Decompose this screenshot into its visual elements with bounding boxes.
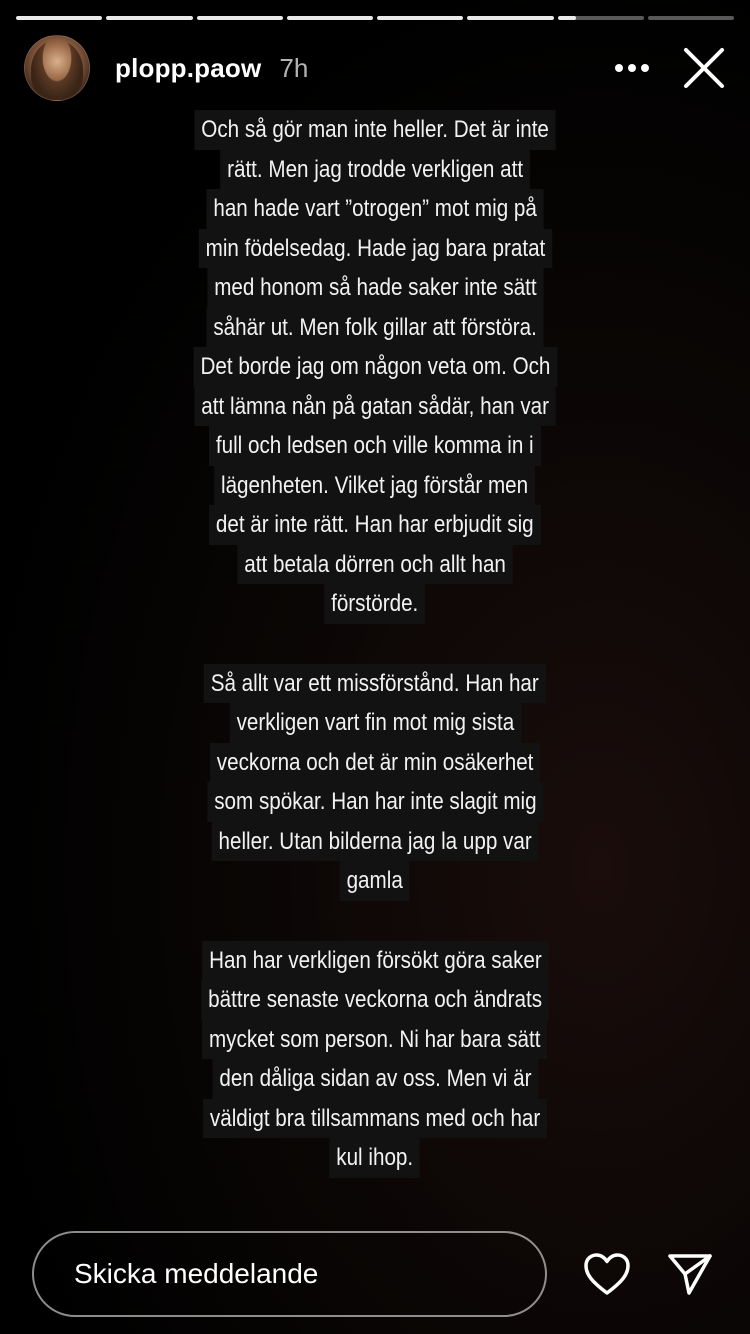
text-line: min födelsedag. Hade jag bara pratat — [198, 229, 551, 269]
progress-segment — [648, 16, 734, 20]
text-line: verkligen vart fin mot mig sista — [229, 703, 520, 743]
text-line: lägenheten. Vilket jag förstår men — [215, 466, 536, 506]
send-icon — [667, 1252, 713, 1296]
text-line: rätt. Men jag trodde verkligen att — [220, 150, 530, 190]
username[interactable]: plopp.paow — [115, 52, 262, 83]
progress-segment — [197, 16, 283, 20]
progress-segment — [106, 16, 192, 20]
text-line: gamla — [340, 861, 410, 901]
text-line: veckorna och det är min osäkerhet — [210, 743, 540, 783]
text-paragraph — [0, 941, 750, 1178]
story-footer — [32, 1230, 720, 1318]
text-line: att lämna nån på gatan sådär, han var — [194, 387, 555, 427]
text-line: han hade vart ”otrogen” mot mig på — [206, 189, 543, 229]
text-line: som spökar. Han har inte slagit mig — [207, 782, 543, 822]
progress-segment — [16, 16, 102, 20]
text-line: Han har verkligen försökt göra saker — [202, 941, 548, 981]
progress-segment — [558, 16, 644, 20]
progress-segment — [377, 16, 463, 20]
more-horizontal-icon — [614, 63, 650, 73]
text-paragraph — [0, 664, 750, 901]
close-icon — [683, 47, 725, 89]
text-line: heller. Utan bilderna jag la upp var — [211, 822, 538, 862]
message-input[interactable] — [32, 1231, 547, 1317]
text-line: med honom så hade saker inte sätt — [207, 268, 543, 308]
text-line: kul ihop. — [330, 1138, 421, 1178]
text-paragraph — [0, 110, 750, 624]
text-line: förstörde. — [325, 584, 426, 624]
text-line: att betala dörren och allt han — [237, 545, 512, 585]
text-line: Så allt var ett missförstånd. Han har — [204, 664, 546, 704]
text-line: Och så gör man inte heller. Det är inte — [194, 110, 555, 150]
text-line: mycket som person. Ni har bara sätt — [202, 1020, 547, 1060]
text-line: Det borde jag om någon veta om. Och — [193, 347, 557, 387]
post-time: 7h — [279, 52, 309, 83]
text-line: bättre senaste veckorna och ändrats — [201, 980, 549, 1020]
close-button[interactable] — [674, 38, 734, 98]
like-button[interactable] — [577, 1244, 637, 1304]
send-button[interactable] — [660, 1244, 720, 1304]
text-line: väldigt bra tillsammans med och har — [203, 1099, 547, 1139]
story-progress — [16, 16, 734, 20]
progress-segment — [467, 16, 553, 20]
story-header — [24, 36, 734, 100]
story-text — [0, 110, 750, 1218]
text-line: det är inte rätt. Han har erbjudit sig — [209, 505, 541, 545]
progress-segment — [287, 16, 373, 20]
text-line: den dåliga sidan av oss. Men vi är — [212, 1059, 538, 1099]
avatar[interactable] — [24, 35, 90, 101]
more-button[interactable] — [602, 38, 662, 98]
text-line: såhär ut. Men folk gillar att förstöra. — [206, 308, 543, 348]
text-line: full och ledsen och ville komma in i — [209, 426, 541, 466]
heart-icon — [583, 1252, 631, 1296]
